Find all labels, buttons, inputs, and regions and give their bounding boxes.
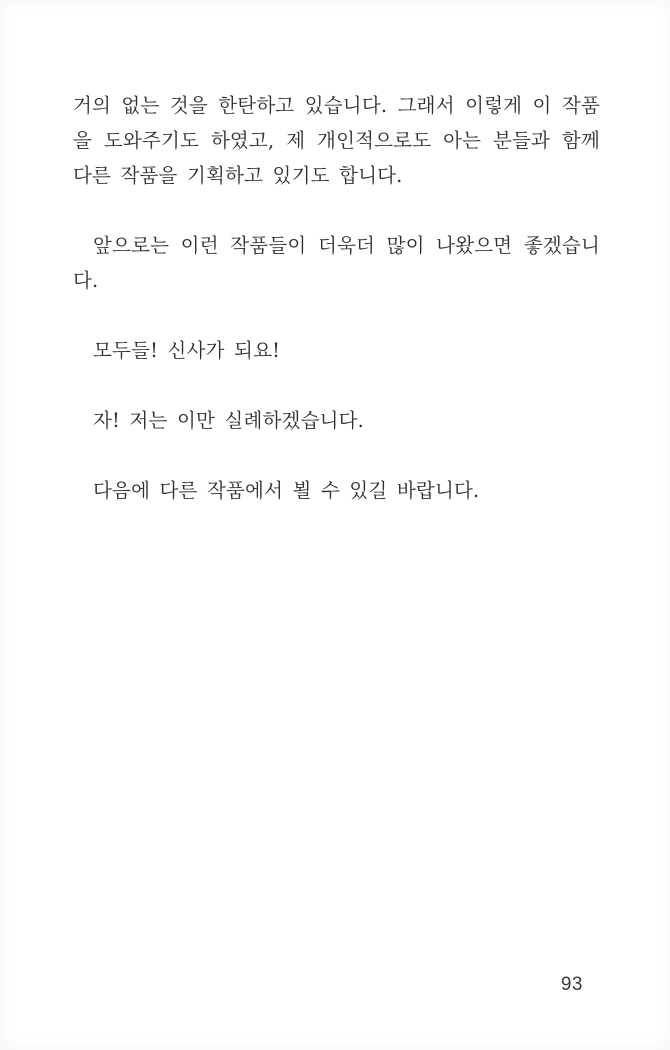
text-line: 다음에 다른 작품에서 뵐 수 있길 바랍니다. — [93, 479, 480, 502]
text-line: 자! 저는 이만 실례하겠습니다. — [93, 409, 365, 432]
text-line: 을 도와주기도 하였고, 제 개인적으로도 아는 분들과 함께 — [73, 129, 600, 152]
text-line: 다. — [73, 269, 99, 292]
text-block — [73, 88, 600, 543]
text-line: 모두들! 신사가 되요! — [93, 339, 281, 362]
paragraph — [73, 403, 600, 438]
paragraph — [73, 88, 600, 193]
paragraph — [73, 473, 600, 508]
text-line: 거의 없는 것을 한탄하고 있습니다. 그래서 이렇게 이 작품 — [73, 94, 600, 117]
paragraph — [73, 228, 600, 298]
text-line: 앞으로는 이런 작품들이 더욱더 많이 나왔으면 좋겠습니 — [93, 234, 600, 257]
page-number: 93 — [560, 974, 583, 995]
text-line: 다른 작품을 기획하고 있기도 합니다. — [73, 164, 403, 187]
paragraph — [73, 333, 600, 368]
